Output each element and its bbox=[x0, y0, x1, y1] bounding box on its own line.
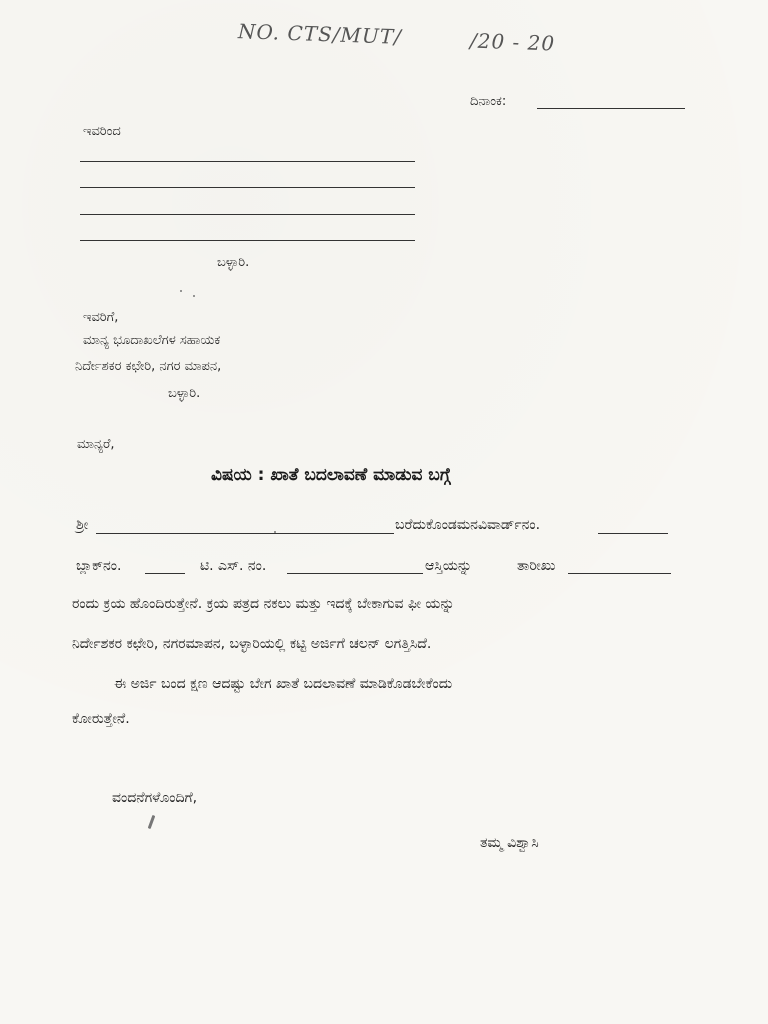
purchase-date-blank bbox=[568, 573, 671, 574]
body-ward-text: ಬರೆದುಕೊಂಡಮನವಿವಾರ್ಡ್‌ನಂ. bbox=[395, 517, 541, 533]
body-paragraph-line-5: ಈ ಅರ್ಜಿ ಬಂದ ಕ್ಷಣ ಆದಷ್ಟು ಬೇಗ ಖಾತೆ ಬದಲಾವಣೆ ಮಾಡಿಕೊಡಬೇಕೆಂದು bbox=[114, 676, 453, 692]
body-property-text: ಆಸ್ತಿಯನ್ನು bbox=[425, 558, 472, 574]
from-address-line-2 bbox=[80, 187, 415, 188]
date-label: ದಿನಾಂಕ: bbox=[470, 94, 507, 109]
from-address-line-1 bbox=[80, 161, 415, 162]
ts-number-blank bbox=[287, 573, 423, 574]
scan-mark bbox=[148, 815, 156, 829]
ward-number-blank bbox=[598, 533, 668, 534]
body-ts-label: ಟಿ. ಎಸ್. ನಂ. bbox=[200, 558, 267, 574]
scan-speck bbox=[193, 295, 195, 297]
salutation: ಮಾನ್ಯರೆ, bbox=[77, 437, 115, 452]
body-paragraph-line-4: ನಿರ್ದೇಶಕರ ಕಛೇರಿ, ನಗರಮಾಪನ, ಬಳ್ಳಾರಿಯಲ್ಲಿ ಕಟ್ಟಿ ಅರ್ಜಿಗೆ ಚಲನ್ ಲಗತ್ತಿಸಿದೆ. bbox=[72, 636, 432, 652]
body-paragraph-line-6: ಕೋರುತ್ತೇನೆ. bbox=[72, 711, 130, 727]
to-address-line-2: ನಿರ್ದೇಶಕರ ಕಛೇರಿ, ನಗರ ಮಾಪನ, bbox=[75, 359, 222, 374]
reference-year: /20 - 20 bbox=[469, 28, 556, 56]
body-paragraph-line-3: ರಂದು ಕ್ರಯ ಹೊಂದಿರುತ್ತೇನೆ. ಕ್ರಯ ಪತ್ರದ ನಕಲು ಮತ್ತು ಇದಕ್ಕೆ ಬೇಕಾಗುವ ಫೀ ಯನ್ನು bbox=[72, 596, 455, 612]
body-name-prefix: ಶ್ರೀ bbox=[76, 517, 89, 533]
signature-label: ತಮ್ಮ ವಿಶ್ವಾಸಿ bbox=[480, 835, 539, 851]
from-city: ಬಳ್ಳಾರಿ. bbox=[217, 255, 250, 270]
body-block-label: ಬ್ಲಾಕ್‌ನಂ. bbox=[76, 558, 122, 574]
from-address-line-4 bbox=[80, 240, 415, 241]
to-address-line-1: ಮಾನ್ಯ ಭೂದಾಖಲೆಗಳ ಸಹಾಯಕ bbox=[83, 333, 221, 348]
to-address-line-3: ಬಳ್ಳಾರಿ. bbox=[168, 386, 201, 401]
subject-line: ವಿಷಯ : ಖಾತೆ ಬದಲಾವಣೆ ಮಾಡುವ ಬಗ್ಗೆ bbox=[211, 465, 451, 485]
scan-speck bbox=[274, 531, 276, 533]
from-address-line-3 bbox=[80, 214, 415, 215]
applicant-name-blank bbox=[96, 533, 394, 534]
closing-regards: ವಂದನೆಗಳೊಂದಿಗೆ, bbox=[112, 790, 198, 806]
block-number-blank bbox=[145, 573, 185, 574]
date-blank-line bbox=[537, 108, 685, 109]
to-label: ಇವರಿಗೆ, bbox=[83, 310, 119, 325]
scan-speck bbox=[180, 290, 182, 292]
reference-number: NO. CTS/MUT/ bbox=[237, 19, 403, 49]
from-label: ಇವರಿಂದ bbox=[83, 124, 121, 139]
body-date-label: ತಾರೀಖು bbox=[517, 558, 556, 574]
